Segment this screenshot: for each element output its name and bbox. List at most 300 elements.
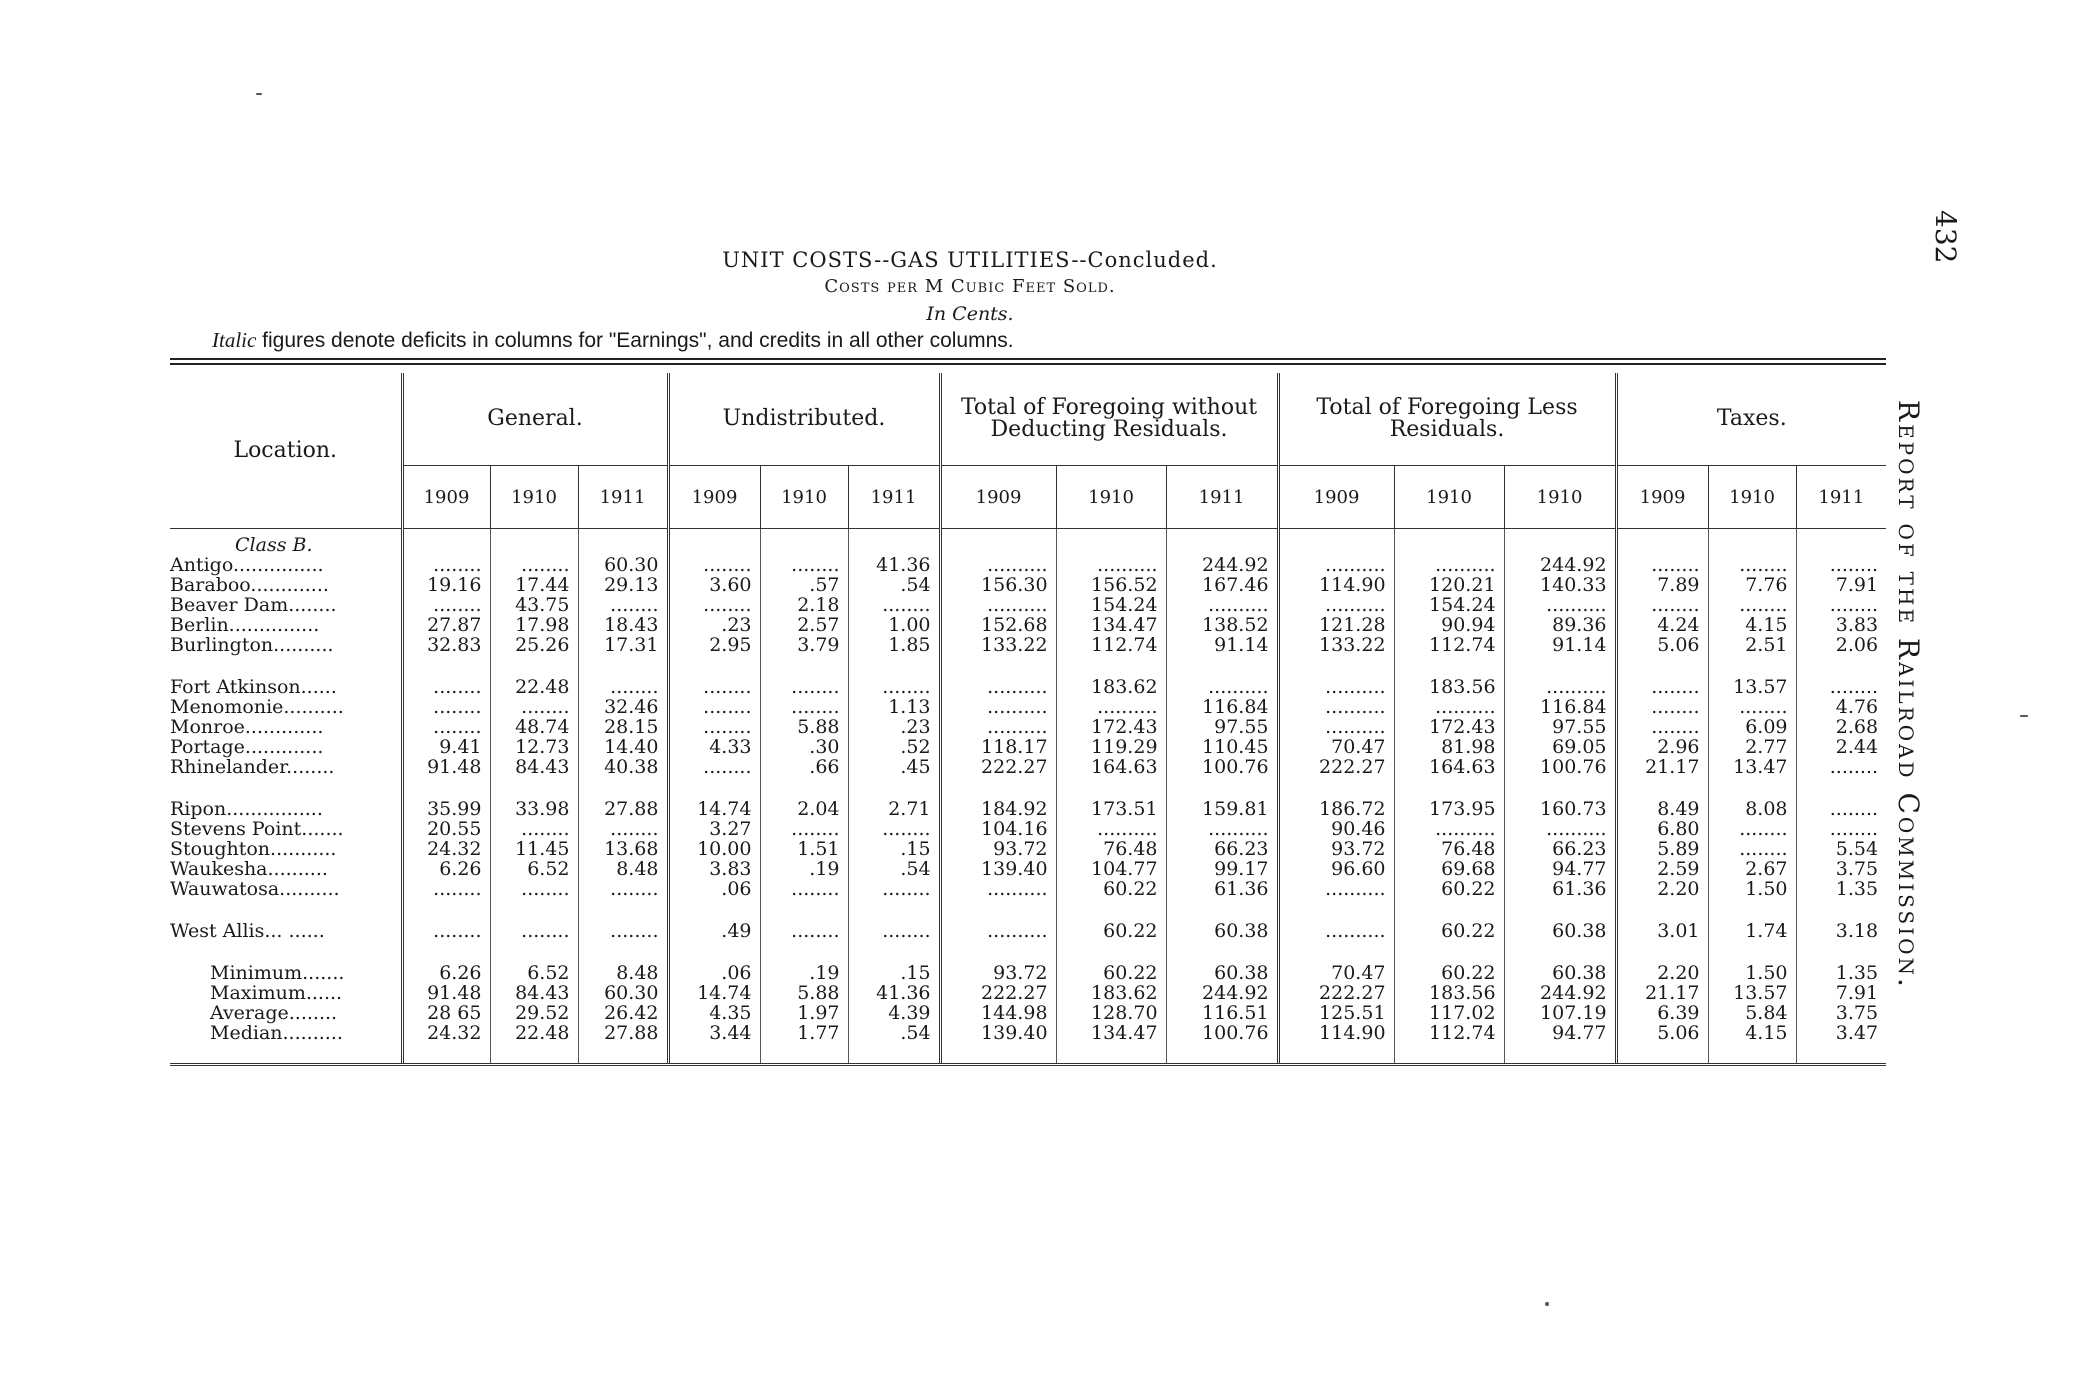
- value-cell: 60.22: [1394, 921, 1504, 941]
- value-cell: 2.44: [1796, 737, 1886, 757]
- value-cell: ..........: [940, 879, 1056, 899]
- value-cell: ........: [1796, 555, 1886, 575]
- value-cell: .66: [760, 757, 848, 777]
- value-cell: 156.30: [940, 575, 1056, 595]
- value-cell: 222.27: [940, 983, 1056, 1003]
- value-cell: 13.57: [1708, 677, 1796, 697]
- value-cell: 118.17: [940, 737, 1056, 757]
- spacer-cell: [402, 655, 490, 677]
- year-header: 1909: [1616, 466, 1708, 529]
- spacer-cell: [1504, 899, 1616, 921]
- value-cell: .54: [848, 1023, 940, 1043]
- value-cell: 156.52: [1056, 575, 1166, 595]
- spacer-cell: [940, 899, 1056, 921]
- value-cell: 6.52: [490, 963, 578, 983]
- spacer-cell: [1394, 655, 1504, 677]
- empty-cell: [402, 529, 490, 556]
- value-cell: 99.17: [1166, 859, 1278, 879]
- value-cell: .30: [760, 737, 848, 757]
- value-cell: 4.24: [1616, 615, 1708, 635]
- value-cell: ..........: [1504, 819, 1616, 839]
- value-cell: 14.40: [578, 737, 668, 757]
- value-cell: ..........: [940, 921, 1056, 941]
- summary-row: [170, 1003, 1886, 1023]
- value-cell: 2.68: [1796, 717, 1886, 737]
- value-cell: ........: [1796, 757, 1886, 777]
- spacer-cell: [1166, 1043, 1278, 1065]
- spacer-cell: [848, 899, 940, 921]
- value-cell: 94.77: [1504, 859, 1616, 879]
- spacer-cell: [1796, 777, 1886, 799]
- value-cell: .49: [668, 921, 760, 941]
- value-cell: 100.76: [1166, 757, 1278, 777]
- location-name: Burlington..........: [170, 634, 334, 656]
- year-header: 1909: [668, 466, 760, 529]
- spacer-cell: [668, 1043, 760, 1065]
- value-cell: 25.26: [490, 635, 578, 655]
- table-row: [170, 717, 1886, 737]
- spacer-cell: [940, 1043, 1056, 1065]
- value-cell: .45: [848, 757, 940, 777]
- value-cell: .52: [848, 737, 940, 757]
- value-cell: 104.16: [940, 819, 1056, 839]
- value-cell: ........: [1708, 839, 1796, 859]
- value-cell: 11.45: [490, 839, 578, 859]
- spacer-cell: [668, 655, 760, 677]
- year-header: 1909: [402, 466, 490, 529]
- spacer-cell: [1504, 941, 1616, 963]
- spacer-cell: [402, 777, 490, 799]
- value-cell: 7.76: [1708, 575, 1796, 595]
- value-cell: ..........: [940, 595, 1056, 615]
- value-cell: 1.00: [848, 615, 940, 635]
- value-cell: ........: [402, 717, 490, 737]
- value-cell: 60.38: [1504, 921, 1616, 941]
- value-cell: 172.43: [1056, 717, 1166, 737]
- value-cell: ........: [402, 697, 490, 717]
- value-cell: 4.15: [1708, 1023, 1796, 1043]
- value-cell: 4.76: [1796, 697, 1886, 717]
- table-row: [170, 819, 1886, 839]
- italic-note-text: figures denote deficits in columns for "Earnings", and credits in all other columns.: [256, 329, 1014, 352]
- value-cell: ........: [1616, 697, 1708, 717]
- spacer-cell: [668, 941, 760, 963]
- value-cell: 173.51: [1056, 799, 1166, 819]
- value-cell: 1.50: [1708, 963, 1796, 983]
- spacer-cell: [668, 777, 760, 799]
- value-cell: 107.19: [1504, 1003, 1616, 1023]
- value-cell: 116.84: [1166, 697, 1278, 717]
- value-cell: 41.36: [848, 555, 940, 575]
- empty-cell: [1796, 529, 1886, 556]
- group-header-total-less-residuals: Total of Foregoing Less Residuals.: [1278, 373, 1616, 466]
- value-cell: 5.89: [1616, 839, 1708, 859]
- spacer-cell: [1166, 777, 1278, 799]
- value-cell: 69.68: [1394, 859, 1504, 879]
- spacer-cell: [1616, 777, 1708, 799]
- value-cell: 69.05: [1504, 737, 1616, 757]
- value-cell: .23: [848, 717, 940, 737]
- value-cell: 116.51: [1166, 1003, 1278, 1023]
- value-cell: 66.23: [1166, 839, 1278, 859]
- value-cell: 183.56: [1394, 983, 1504, 1003]
- value-cell: 24.32: [402, 839, 490, 859]
- value-cell: 4.35: [668, 1003, 760, 1023]
- value-cell: 3.75: [1796, 1003, 1886, 1023]
- value-cell: 167.46: [1166, 575, 1278, 595]
- value-cell: 2.67: [1708, 859, 1796, 879]
- spacer-cell: [1708, 777, 1796, 799]
- spacer-cell: [760, 1043, 848, 1065]
- value-cell: 186.72: [1278, 799, 1394, 819]
- spacer-cell: [1056, 941, 1166, 963]
- value-cell: 40.38: [578, 757, 668, 777]
- value-cell: 140.33: [1504, 575, 1616, 595]
- value-cell: 1.13: [848, 697, 940, 717]
- value-cell: 139.40: [940, 1023, 1056, 1043]
- value-cell: 90.94: [1394, 615, 1504, 635]
- stray-mark: [2020, 715, 2028, 717]
- spacer-cell: [760, 777, 848, 799]
- unit-costs-table: [170, 373, 1886, 1066]
- spacer-cell: [760, 899, 848, 921]
- value-cell: 244.92: [1504, 983, 1616, 1003]
- value-cell: ..........: [1056, 555, 1166, 575]
- spacer-cell: [1278, 899, 1394, 921]
- spacer-cell: [490, 655, 578, 677]
- year-header: 1911: [848, 466, 940, 529]
- value-cell: 1.97: [760, 1003, 848, 1023]
- value-cell: 144.98: [940, 1003, 1056, 1023]
- value-cell: ........: [848, 921, 940, 941]
- value-cell: 41.36: [848, 983, 940, 1003]
- value-cell: ........: [1616, 677, 1708, 697]
- value-cell: 93.72: [940, 963, 1056, 983]
- empty-cell: [578, 529, 668, 556]
- value-cell: ........: [402, 677, 490, 697]
- value-cell: 244.92: [1166, 983, 1278, 1003]
- value-cell: ..........: [1166, 677, 1278, 697]
- value-cell: ........: [1708, 697, 1796, 717]
- summary-row: [170, 963, 1886, 983]
- value-cell: 5.06: [1616, 635, 1708, 655]
- spacer-row: [170, 899, 1886, 921]
- value-cell: ........: [848, 819, 940, 839]
- value-cell: ........: [1708, 555, 1796, 575]
- location-name: Beaver Dam........: [170, 594, 337, 616]
- value-cell: ........: [578, 879, 668, 899]
- spacer-row: [170, 777, 1886, 799]
- spacer-cell: [1796, 655, 1886, 677]
- spacer-cell: [578, 655, 668, 677]
- spacer-cell: [1616, 655, 1708, 677]
- value-cell: 184.92: [940, 799, 1056, 819]
- value-cell: ..........: [1278, 677, 1394, 697]
- value-cell: ........: [1796, 677, 1886, 697]
- value-cell: 48.74: [490, 717, 578, 737]
- spacer-cell: [760, 941, 848, 963]
- value-cell: ........: [668, 717, 760, 737]
- empty-cell: [1394, 529, 1504, 556]
- spacer-cell: [1278, 655, 1394, 677]
- value-cell: 160.73: [1504, 799, 1616, 819]
- spacer-cell: [1394, 941, 1504, 963]
- year-header: 1910: [1394, 466, 1504, 529]
- value-cell: .54: [848, 575, 940, 595]
- value-cell: 110.45: [1166, 737, 1278, 757]
- value-cell: ........: [1708, 595, 1796, 615]
- value-cell: 6.39: [1616, 1003, 1708, 1023]
- value-cell: 28.15: [578, 717, 668, 737]
- value-cell: 7.91: [1796, 575, 1886, 595]
- value-cell: 24.32: [402, 1023, 490, 1043]
- location-name: Wauwatosa..........: [170, 878, 340, 900]
- location-name: Ripon................: [170, 798, 323, 820]
- location-name: Menomonie..........: [170, 696, 344, 718]
- value-cell: 10.00: [668, 839, 760, 859]
- group-header-taxes: Taxes.: [1616, 373, 1886, 466]
- value-cell: ........: [490, 819, 578, 839]
- value-cell: ........: [1796, 819, 1886, 839]
- value-cell: 3.60: [668, 575, 760, 595]
- spacer-cell: [170, 777, 402, 799]
- spacer-cell: [1278, 941, 1394, 963]
- value-cell: 70.47: [1278, 737, 1394, 757]
- value-cell: 222.27: [1278, 757, 1394, 777]
- value-cell: 22.48: [490, 1023, 578, 1043]
- value-cell: 114.90: [1278, 575, 1394, 595]
- class-label: Class B.: [235, 534, 313, 556]
- year-header: 1911: [1796, 466, 1886, 529]
- value-cell: 4.39: [848, 1003, 940, 1023]
- value-cell: 18.43: [578, 615, 668, 635]
- spacer-cell: [668, 899, 760, 921]
- spacer-cell: [1394, 1043, 1504, 1065]
- value-cell: 60.22: [1056, 921, 1166, 941]
- value-cell: 43.75: [490, 595, 578, 615]
- value-cell: 3.83: [1796, 615, 1886, 635]
- value-cell: ..........: [1278, 879, 1394, 899]
- value-cell: 183.62: [1056, 677, 1166, 697]
- year-header: 1910: [1708, 466, 1796, 529]
- value-cell: 60.22: [1056, 963, 1166, 983]
- value-cell: 8.08: [1708, 799, 1796, 819]
- empty-cell: [1504, 529, 1616, 556]
- value-cell: .19: [760, 859, 848, 879]
- value-cell: 183.56: [1394, 677, 1504, 697]
- value-cell: ........: [402, 921, 490, 941]
- value-cell: 12.73: [490, 737, 578, 757]
- italic-note: [212, 328, 1014, 353]
- value-cell: ..........: [1278, 555, 1394, 575]
- value-cell: ..........: [1166, 595, 1278, 615]
- value-cell: 2.18: [760, 595, 848, 615]
- value-cell: 28 65: [402, 1003, 490, 1023]
- summary-row: [170, 1023, 1886, 1043]
- value-cell: ........: [668, 555, 760, 575]
- spacer-cell: [848, 777, 940, 799]
- value-cell: ........: [1796, 799, 1886, 819]
- table-row: [170, 575, 1886, 595]
- year-header: 1911: [578, 466, 668, 529]
- location-name: Minimum.......: [210, 962, 345, 984]
- value-cell: 33.98: [490, 799, 578, 819]
- top-rule: [170, 358, 1886, 360]
- value-cell: 91.14: [1504, 635, 1616, 655]
- value-cell: 8.49: [1616, 799, 1708, 819]
- value-cell: 35.99: [402, 799, 490, 819]
- value-cell: 3.01: [1616, 921, 1708, 941]
- value-cell: ..........: [1056, 697, 1166, 717]
- location-header: Location.: [170, 373, 402, 529]
- value-cell: 21.17: [1616, 983, 1708, 1003]
- value-cell: 5.88: [760, 983, 848, 1003]
- spacer-cell: [1056, 655, 1166, 677]
- value-cell: ..........: [940, 717, 1056, 737]
- value-cell: ........: [402, 595, 490, 615]
- end-row: [170, 1043, 1886, 1065]
- value-cell: 84.43: [490, 757, 578, 777]
- value-cell: ........: [1616, 595, 1708, 615]
- group-header-general: General.: [402, 373, 668, 466]
- value-cell: .15: [848, 963, 940, 983]
- value-cell: 3.27: [668, 819, 760, 839]
- spacer-cell: [1504, 777, 1616, 799]
- value-cell: 100.76: [1166, 1023, 1278, 1043]
- spacer-cell: [170, 655, 402, 677]
- value-cell: 133.22: [1278, 635, 1394, 655]
- value-cell: 100.76: [1504, 757, 1616, 777]
- spacer-cell: [1796, 1043, 1886, 1065]
- location-name: Stevens Point.......: [170, 818, 344, 840]
- value-cell: 27.88: [578, 1023, 668, 1043]
- spacer-cell: [578, 899, 668, 921]
- value-cell: 133.22: [940, 635, 1056, 655]
- location-name: Maximum......: [210, 982, 343, 1004]
- value-cell: 116.84: [1504, 697, 1616, 717]
- value-cell: .57: [760, 575, 848, 595]
- spacer-cell: [578, 777, 668, 799]
- spacer-cell: [578, 1043, 668, 1065]
- value-cell: ........: [848, 677, 940, 697]
- value-cell: ..........: [1278, 921, 1394, 941]
- value-cell: 76.48: [1056, 839, 1166, 859]
- summary-row: [170, 983, 1886, 1003]
- empty-cell: [1166, 529, 1278, 556]
- value-cell: 164.63: [1056, 757, 1166, 777]
- value-cell: ........: [1616, 717, 1708, 737]
- value-cell: 13.47: [1708, 757, 1796, 777]
- value-cell: ........: [578, 677, 668, 697]
- location-name: Waukesha..........: [170, 858, 328, 880]
- spacer-cell: [1166, 941, 1278, 963]
- table-subtitle: Costs per M Cubic Feet Sold.: [824, 276, 1116, 297]
- spacer-cell: [1056, 899, 1166, 921]
- value-cell: 154.24: [1056, 595, 1166, 615]
- value-cell: 5.84: [1708, 1003, 1796, 1023]
- value-cell: 7.91: [1796, 983, 1886, 1003]
- empty-cell: [490, 529, 578, 556]
- location-name: Antigo...............: [170, 554, 324, 576]
- value-cell: ........: [490, 921, 578, 941]
- value-cell: ........: [760, 697, 848, 717]
- value-cell: 17.44: [490, 575, 578, 595]
- value-cell: 172.43: [1394, 717, 1504, 737]
- running-head: Report of the Railroad Commission.: [1892, 400, 1925, 990]
- value-cell: ..........: [1394, 555, 1504, 575]
- value-cell: 1.50: [1708, 879, 1796, 899]
- spacer-cell: [1616, 1043, 1708, 1065]
- spacer-cell: [1056, 1043, 1166, 1065]
- value-cell: ........: [760, 921, 848, 941]
- year-header: 1910: [760, 466, 848, 529]
- value-cell: ..........: [1504, 595, 1616, 615]
- value-cell: 1.51: [760, 839, 848, 859]
- location-name: Stoughton...........: [170, 838, 337, 860]
- value-cell: 222.27: [1278, 983, 1394, 1003]
- location-name: Baraboo.............: [170, 574, 329, 596]
- value-cell: .06: [668, 963, 760, 983]
- value-cell: 6.09: [1708, 717, 1796, 737]
- value-cell: .15: [848, 839, 940, 859]
- location-name: Fort Atkinson......: [170, 676, 337, 698]
- spacer-cell: [940, 941, 1056, 963]
- value-cell: 5.88: [760, 717, 848, 737]
- value-cell: 134.47: [1056, 615, 1166, 635]
- spacer-cell: [1504, 655, 1616, 677]
- value-cell: ........: [760, 677, 848, 697]
- value-cell: 112.74: [1394, 1023, 1504, 1043]
- value-cell: 6.26: [402, 963, 490, 983]
- value-cell: 22.48: [490, 677, 578, 697]
- spacer-cell: [1056, 777, 1166, 799]
- value-cell: ..........: [940, 555, 1056, 575]
- value-cell: 3.18: [1796, 921, 1886, 941]
- spacer-row: [170, 941, 1886, 963]
- value-cell: 89.36: [1504, 615, 1616, 635]
- spacer-cell: [402, 1043, 490, 1065]
- value-cell: 1.77: [760, 1023, 848, 1043]
- value-cell: 93.72: [940, 839, 1056, 859]
- value-cell: 26.42: [578, 1003, 668, 1023]
- value-cell: 60.22: [1056, 879, 1166, 899]
- empty-cell: [668, 529, 760, 556]
- empty-cell: [940, 529, 1056, 556]
- value-cell: ........: [760, 555, 848, 575]
- spacer-cell: [490, 941, 578, 963]
- value-cell: 27.87: [402, 615, 490, 635]
- value-cell: 29.52: [490, 1003, 578, 1023]
- value-cell: ........: [1616, 555, 1708, 575]
- value-cell: 14.74: [668, 983, 760, 1003]
- value-cell: ........: [848, 595, 940, 615]
- value-cell: ........: [668, 595, 760, 615]
- value-cell: 32.83: [402, 635, 490, 655]
- value-cell: 91.14: [1166, 635, 1278, 655]
- spacer-cell: [848, 1043, 940, 1065]
- page-number: 432: [1929, 210, 1962, 264]
- value-cell: 114.90: [1278, 1023, 1394, 1043]
- value-cell: 121.28: [1278, 615, 1394, 635]
- value-cell: 60.22: [1394, 963, 1504, 983]
- year-header: 1910: [490, 466, 578, 529]
- value-cell: ........: [578, 921, 668, 941]
- value-cell: 4.33: [668, 737, 760, 757]
- value-cell: ........: [668, 697, 760, 717]
- spacer-cell: [1394, 899, 1504, 921]
- table-row: [170, 859, 1886, 879]
- location-name: Berlin...............: [170, 614, 320, 636]
